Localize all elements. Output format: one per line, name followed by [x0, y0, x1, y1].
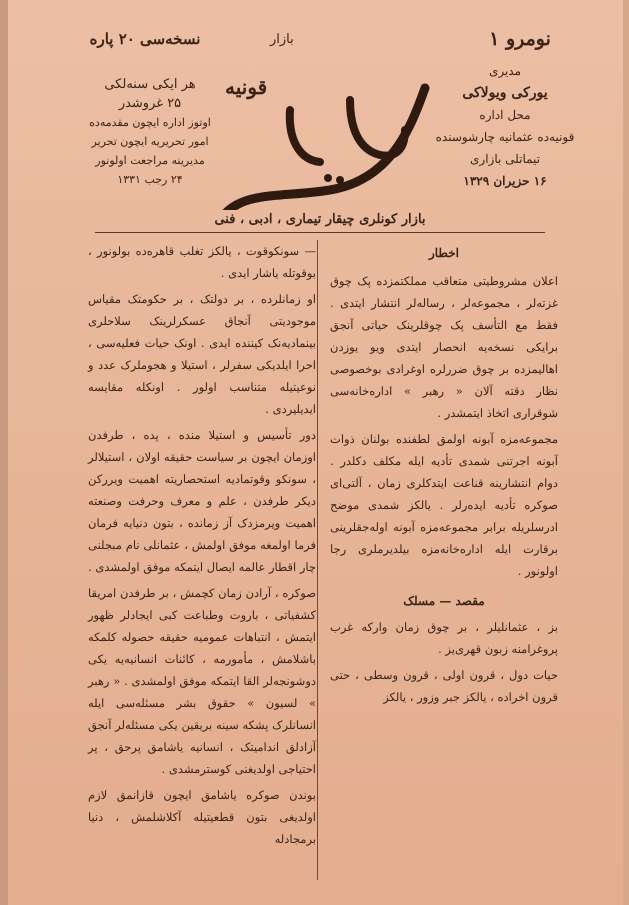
info-line: قونیه‌ده عثمانیه چارشوسنده — [435, 130, 575, 144]
info-line: محل اداره — [479, 108, 531, 122]
info-line: مدیری — [488, 64, 522, 78]
publisher-info — [430, 60, 580, 192]
issue-number: نومرو ۱ — [489, 28, 551, 50]
info-line: ۲۴ رجب ۱۳۳۱ — [117, 173, 183, 186]
info-line: هر ایکی سنه‌لکی — [104, 77, 196, 92]
info-line: مدیرینه مراجعت اولونور — [95, 154, 205, 167]
paragraph: بوندن صوکره یاشامق ایچون قازانمق لازم اولدیغی بتون قطعیتیله آکلاشلمش ، دنیا برمجادله — [88, 788, 316, 846]
info-line: تیماتلی بازاری — [470, 152, 540, 166]
paragraph: بز ، عثمانلیلر ، بر چوق زمان وارکه غرب پروغرامنه زبون قهری‌یز . — [330, 620, 558, 656]
paragraph: — سونکوقوت ، یالکز تغلب قاهره‌ده بولونور ، بوقوتله یاشار ایدی . — [88, 244, 316, 280]
info-line: ۲۵ غروشدر — [118, 96, 182, 111]
info-line: ۱۶ حزیران ۱۳۲۹ — [463, 174, 547, 188]
left-column — [88, 240, 316, 854]
page-edge-right — [623, 0, 629, 905]
masthead — [60, 20, 580, 230]
paragraph: مجموعه‌مزه آبونه اولمق لطفنده بولنان ذوات آبونه اجرتنی شمدی تأدیه ایله مکلف دکلدر . دوام انتشارینه قناعت ایتدکلری زمان ، آلتی‌ای صوکره تأدیه ایده‌رلر . یالکز شمدی موضح ادرسلریله برابر مجموعه‌مزه آبونه اوله‌جقلرینی برقارت ایله اداره‌خانه‌مزه بیلدیرملری رجا اولونور . — [330, 432, 558, 578]
paragraph: او زمانلرده ، بر دولتک ، بر حکومتک مقیاس موجودیتی آنجاق عسکرلرینک سلاحلری بینمادیه‌نک کیننده ایدی . اونک حیات فعلیه‌سی ، احرا ایلدیکی سفرلر ، استیلا و هجوملرک عدد و نوعیتیله متناسب اولور . اونکله مقایسه ایدیلیردی . — [88, 292, 316, 416]
paragraph: حیات دول ، قرون اولی ، قرون وسطی ، حتی قرون اخراده ، یالکز جبر وزور ، یالکز — [330, 668, 558, 704]
right-column — [330, 240, 558, 712]
paragraph: اعلان مشروطیتی متعاقب مملکتمزده پک چوق غزته‌لر ، مجموعه‌لر ، رساله‌لر انتشار ایتدی . فقط مع التأسف پک چوقلرینک حیاتی آنجق برایکی نسخه‌یه انحصار ایتدی ویو یوزدن اهالیمزده بر چوق ضررلره اوغرادی بوخصوصی نظار دقته آلان « رهبر » اداره‌خانه‌سی شوقراری اتخاذ ایتمشدر . — [330, 274, 558, 420]
info-line: امور تحریریه ایچون تحریر — [91, 135, 209, 148]
tagline: بازار کونلری چیقار تیماری ، ادبی ، فنی — [214, 212, 426, 227]
info-line: یورکی ویولاکی — [462, 85, 548, 101]
page-edge-left — [0, 0, 8, 905]
paragraph: صوکره ، آرادن زمان کچمش ، بر طرفدن امریقا کشفیاتی ، باروت وطباعت کبی ایجادلر ظهور ایتمش ، انتباهات عمومیه حقیقه حصوله کلمکه باشلامش ، مأمورمه ، کائنات انسانیه‌یه یکی دوشونجه‌لر القا ایتمکه موفق اولمشدی . « رهبر » لسیون » حقوق بشر مسئله‌سی ایله انسانلرک پشکه سینه بریقین یکی مسئله‌لر آنجق آزادلق اندامیتک ، انسانیه یاشامق پرحق ، پر احتیاجی اولدیغنی کوسترمشدی . — [88, 586, 316, 776]
info-line: اوتوز اداره ایچون مقدمه‌ده — [89, 116, 211, 129]
notice-heading: اخطار — [428, 246, 460, 260]
column-divider — [317, 240, 318, 880]
city-name: قونیه — [225, 75, 268, 99]
section-heading: مقصد — مسلک — [403, 594, 485, 608]
price-label: نسخه‌سی ۲۰ پاره — [89, 30, 201, 48]
market-day-label: بازار — [270, 32, 294, 47]
paragraph: دور تأسیس و استیلا منده ، پده ، طرفدن اوزمان ایچون بر سیاست حقیقه اولان ، استیلالر ، سونکو وقوتمادیه استحصاریته اهمیت ویررکن دیکر طرفدن ، علم و معرف وحرفت وصنعته اهمیت ویرمزدک آز زمانده ، بتون دنیایه فرمان فرما اولمغه موفق اولمش ، عثمانلی نام مبجلنی چار اقطار عالمه ایصال ایتمکه موفق اولمشدی . — [88, 428, 316, 574]
header-rule — [95, 232, 545, 233]
